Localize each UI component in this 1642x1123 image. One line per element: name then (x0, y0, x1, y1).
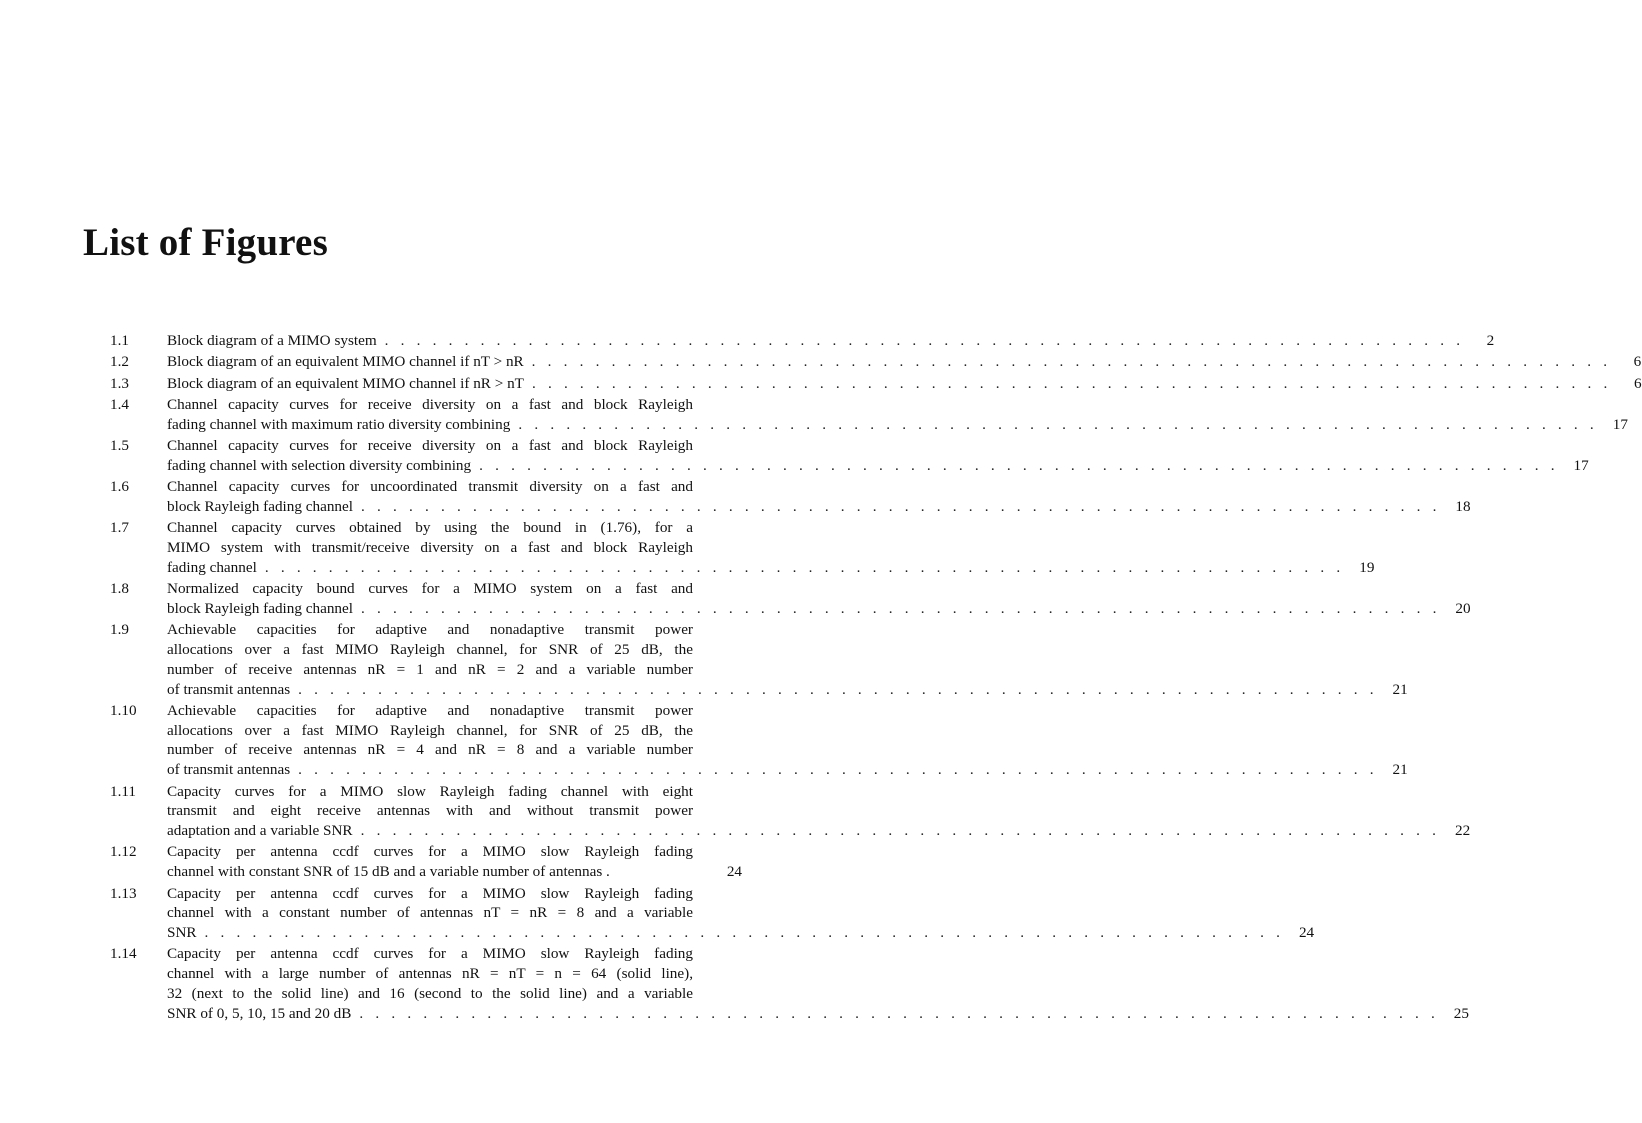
caption-line (167, 884, 1314, 904)
dot-leader: . . . . . . . . . . . . . . . . . . . . . . . . . . . . . . . . . . . . . . . . . . . . . . . . . . . . . . . . . . . . . . . . . . . . (518, 415, 1598, 433)
dot-leader: . . . . . . . . . . . . . . . . . . . . . . . . . . . . . . . . . . . . . . . . . . . . . . . . . . . . . . . . . . . . . . . . . . . . (361, 599, 1441, 617)
figure-number: 1.12 (110, 843, 137, 861)
figure-number: 1.5 (110, 436, 129, 454)
caption-text: Channel capacity curves for receive diversity on a fast and block Rayleigh (167, 395, 693, 413)
page-number[interactable]: 6 (1633, 374, 1642, 392)
caption-text: fading channel with selection diversity combining (167, 456, 472, 474)
caption-text: transmit and eight receive antennas with and without transmit power (167, 802, 693, 820)
caption-line (167, 701, 1408, 721)
page-number[interactable]: 25 (1453, 1004, 1469, 1022)
caption-line (167, 477, 1471, 497)
figure-caption (167, 579, 1471, 619)
caption-text: block Rayleigh fading channel (167, 497, 353, 515)
caption-text: adaptation and a variable SNR (167, 822, 353, 840)
page-title: List of Figures (83, 221, 328, 264)
figure-entry[interactable] (110, 884, 1315, 943)
caption-line (167, 579, 1471, 599)
figure-number: 1.13 (110, 884, 137, 902)
figure-caption (167, 782, 1470, 841)
figure-entry[interactable] (110, 579, 1471, 619)
caption-text: Capacity curves for a MIMO slow Rayleigh fading channel with eight (167, 782, 693, 800)
figure-number: 1.7 (110, 519, 129, 537)
caption-text: fading channel (167, 558, 257, 576)
page-number[interactable]: 21 (1392, 761, 1408, 779)
caption-line (167, 964, 1469, 984)
page-number[interactable]: 20 (1455, 599, 1471, 617)
dot-leader: . . . . . . . . . . . . . . . . . . . . . . . . . . . . . . . . . . . . . . . . . . . . . . . . . . . . . . . . . . . . . . . . . . . . (298, 761, 1378, 779)
dot-leader: . . . . . . . . . . . . . . . . . . . . . . . . . . . . . . . . . . . . . . . . . . . . . . . . . . . . . . . . . . . . . . . . . . . . (204, 924, 1285, 942)
figure-caption (167, 374, 1642, 394)
caption-text: fading channel with maximum ratio diversity combining (167, 415, 511, 433)
figure-number: 1.9 (110, 621, 129, 639)
caption-line (167, 497, 1471, 517)
caption-text: Block diagram of a MIMO system (167, 332, 377, 349)
caption-text: allocations over a fast MIMO Rayleigh channel, for SNR of 25 dB, the (167, 721, 693, 739)
dot-leader: . . . . . . . . . . . . . . . . . . . . . . . . . . . . . . . . . . . . . . . . . . . . . . . . . . . . . . . . . . . . . . . . . . . . (384, 332, 1465, 349)
figure-caption (167, 352, 1641, 372)
caption-line (167, 984, 1469, 1004)
figure-caption (167, 436, 1589, 476)
figure-entry[interactable] (110, 436, 1589, 476)
caption-line (167, 352, 1641, 372)
caption-line (167, 821, 1470, 841)
dot-leader: . . . . . . . . . . . . . . . . . . . . . . . . . . . . . . . . . . . . . . . . . . . . . . . . . . . . . . . . . . . . . . . . . . . . (531, 374, 1612, 392)
caption-text: Achievable capacities for adaptive and nonadaptive transmit power (167, 701, 693, 719)
dot-leader: . . . . . . . . . . . . . . . . . . . . . . . . . . . . . . . . . . . . . . . . . . . . . . . . . . . . . . . . . . . . . . . . . . . . (360, 822, 1441, 840)
caption-line (167, 620, 1408, 640)
figure-caption (167, 331, 1494, 351)
caption-text: channel with constant SNR of 15 dB and a variable number of antennas . (167, 863, 610, 881)
figure-number: 1.14 (110, 945, 137, 963)
caption-text: Block diagram of an equivalent MIMO channel if nT > nR (167, 353, 524, 371)
figure-caption (167, 944, 1469, 1023)
caption-line (167, 374, 1642, 394)
dot-leader: . . . . . . . . . . . . . . . . . . . . . . . . . . . . . . . . . . . . . . . . . . . . . . . . . . . . . . . . . . . . . . . . . . . . (359, 1004, 1439, 1022)
caption-text: SNR (167, 924, 197, 942)
figure-number: 1.4 (110, 395, 129, 413)
caption-text: of transmit antennas (167, 761, 291, 779)
caption-text: Capacity per antenna ccdf curves for a MIMO slow Rayleigh fading (167, 945, 693, 963)
figure-entry[interactable] (110, 395, 1628, 435)
page-number[interactable]: 17 (1573, 456, 1589, 474)
figure-number: 1.6 (110, 478, 129, 496)
figure-caption (167, 884, 1314, 943)
caption-line (167, 944, 1469, 964)
caption-text: number of receive antennas nR = 4 and nR = 8 and a variable number (167, 741, 693, 759)
caption-line (167, 331, 1494, 351)
caption-line (167, 660, 1408, 680)
caption-text: Capacity per antenna ccdf curves for a MIMO slow Rayleigh fading (167, 884, 693, 902)
caption-text: channel with a constant number of antennas nT = nR = 8 and a variable (167, 904, 693, 922)
caption-text: allocations over a fast MIMO Rayleigh channel, for SNR of 25 dB, the (167, 640, 693, 658)
caption-text: number of receive antennas nR = 1 and nR = 2 and a variable number (167, 660, 693, 678)
page-number[interactable]: 24 (1298, 924, 1315, 942)
figure-entry[interactable] (110, 352, 1642, 372)
page-number[interactable]: 17 (1612, 415, 1628, 433)
caption-line (167, 740, 1408, 760)
figure-number: 1.8 (110, 580, 129, 598)
figure-caption (167, 395, 1628, 435)
caption-line (167, 456, 1589, 476)
caption-text: Normalized capacity bound curves for a MIMO system on a fast and (167, 580, 693, 598)
caption-text: Capacity per antenna ccdf curves for a MIMO slow Rayleigh fading (167, 843, 693, 861)
figure-entry[interactable] (110, 782, 1471, 841)
figure-entry[interactable] (110, 331, 1495, 351)
caption-text: SNR of 0, 5, 10, 15 and 20 dB (167, 1004, 352, 1022)
figure-caption (167, 518, 1374, 577)
figure-number: 1.3 (110, 374, 129, 392)
caption-line (167, 558, 1374, 578)
caption-line (167, 782, 1470, 802)
page-number[interactable]: 6 (1633, 353, 1642, 371)
dot-leader: . . . . . . . . . . . . . . . . . . . . . . . . . . . . . . . . . . . . . . . . . . . . . . . . . . . . . . . . . . . . . . . . . . . . (531, 353, 1612, 371)
figure-number: 1.11 (110, 782, 137, 800)
figure-caption (167, 701, 1408, 780)
caption-line (167, 903, 1314, 923)
caption-line (167, 538, 1374, 558)
dot-leader: . . . . . . . . . . . . . . . . . . . . . . . . . . . . . . . . . . . . . . . . . . . . . . . . . . . . . . . . . . . . . . . . . . . . (479, 456, 1559, 474)
caption-text: Channel capacity curves for uncoordinated transmit diversity on a fast and (167, 478, 693, 496)
caption-line (167, 415, 1628, 435)
figure-entry[interactable] (110, 701, 1408, 780)
figure-entry[interactable] (110, 944, 1469, 1023)
caption-line (167, 395, 1628, 415)
caption-line (167, 842, 742, 862)
caption-line (167, 801, 1470, 821)
figure-number: 1.1 (110, 332, 129, 349)
caption-text: of transmit antennas (167, 680, 291, 698)
figure-entry[interactable] (110, 477, 1471, 517)
caption-line (167, 760, 1408, 780)
caption-line (167, 721, 1408, 741)
caption-text: 32 (next to the solid line) and 16 (second to the solid line) and a variable (167, 985, 693, 1002)
figure-caption (167, 842, 742, 882)
page-number[interactable]: 22 (1454, 822, 1471, 840)
figure-caption (167, 477, 1471, 517)
caption-text: channel with a large number of antennas nR = nT = n = 64 (solid line), (167, 965, 693, 983)
caption-line (167, 436, 1589, 456)
figure-number: 1.10 (110, 701, 137, 719)
caption-text: Channel capacity curves for receive diversity on a fast and block Rayleigh (167, 436, 693, 454)
caption-line (167, 1004, 1469, 1024)
caption-text: Channel capacity curves obtained by using the bound in (1.76), for a (167, 519, 693, 537)
figure-number: 1.2 (110, 353, 129, 371)
dot-leader: . . . . . . . . . . . . . . . . . . . . . . . . . . . . . . . . . . . . . . . . . . . . . . . . . . . . . . . . . . . . . . . . . . . . (361, 497, 1441, 515)
caption-text: block Rayleigh fading channel (167, 599, 353, 617)
figure-list (110, 331, 1642, 1025)
caption-text: MIMO system with transmit/receive diversity on a fast and block Rayleigh (167, 538, 693, 556)
caption-line (167, 862, 742, 882)
page-number[interactable]: 19 (1359, 558, 1375, 576)
figure-entry[interactable] (110, 518, 1375, 577)
page-number[interactable]: 2 (1486, 332, 1495, 349)
caption-text: Block diagram of an equivalent MIMO channel if nR > nT (167, 374, 524, 392)
page-number[interactable]: 21 (1392, 680, 1408, 698)
caption-line (167, 599, 1471, 619)
dot-leader: . . . . . . . . . . . . . . . . . . . . . . . . . . . . . . . . . . . . . . . . . . . . . . . . . . . . . . . . . . . . . . . . . . . . (264, 558, 1345, 576)
figure-entry[interactable] (110, 374, 1642, 394)
caption-line (167, 518, 1374, 538)
page-number[interactable]: 24 (726, 863, 742, 881)
caption-line (167, 640, 1408, 660)
dot-leader: . . . . . . . . . . . . . . . . . . . . . . . . . . . . . . . . . . . . . . . . . . . . . . . . . . . . . . . . . . . . . . . . . . . . (298, 680, 1378, 698)
caption-text: Achievable capacities for adaptive and nonadaptive transmit power (167, 621, 693, 639)
figure-caption (167, 620, 1408, 699)
page-number[interactable]: 18 (1455, 497, 1471, 515)
caption-line (167, 923, 1314, 943)
figure-entry[interactable] (110, 620, 1408, 699)
figure-entry[interactable] (110, 842, 742, 882)
caption-line (167, 680, 1408, 700)
